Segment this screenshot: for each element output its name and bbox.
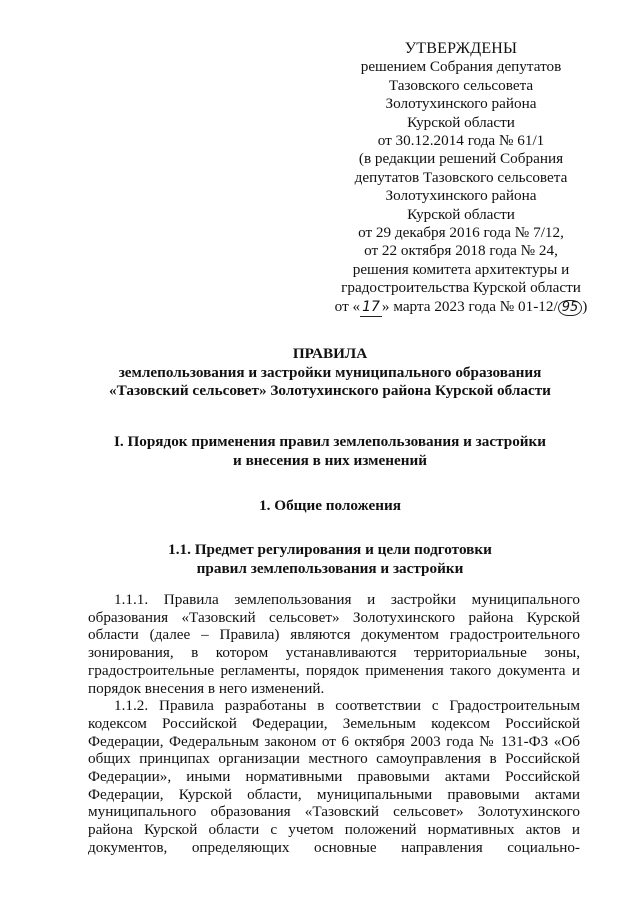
paragraph-line: общих принципах организации местного самоуправления в Российской	[88, 750, 580, 768]
approval-line: от 29 декабря 2016 года № 7/12,	[358, 224, 564, 242]
paragraph-line: образования «Тазовский сельсовет» Золотухинского района Курской	[88, 608, 580, 626]
paragraph-line: порядок внесения в него изменений.	[88, 679, 325, 697]
section-heading-line: и внесения в них изменений	[233, 451, 427, 469]
approval-line: решения комитета архитектуры и	[352, 260, 570, 278]
approval-line: Тазовского сельсовета	[388, 76, 534, 94]
paragraph-line: области (далее – Правила) являются документом градостроительного	[88, 626, 580, 644]
section-heading-line: I. Порядок применения правил землепользования и застройки	[113, 433, 547, 450]
approval-line: (в редакции решений Собрания	[358, 150, 564, 168]
paragraph-line: Федерации, Федеральным законом от 6 октября 2003 года № 131-ФЗ «Об	[88, 732, 580, 750]
paragraph-line: района Курской области с учетом положений нормативных актов и	[88, 821, 580, 839]
approval-stamp-block	[300, 40, 622, 317]
section-heading	[60, 433, 600, 470]
clause-heading-line: правил землепользования и застройки	[196, 559, 464, 577]
approval-date-middle: » марта 2023 года № 01-12/	[381, 297, 558, 315]
title-line: землепользования и застройки муниципального образования	[118, 363, 542, 381]
paragraph-line: муниципального образования «Тазовский сельсовет» Золотухинского	[88, 803, 580, 821]
paragraph-line: градостроительные регламенты, порядок применения такого документа и	[88, 661, 580, 679]
paragraph-line: Федерации, Курской области, муниципальными правовыми актами	[88, 785, 580, 803]
approval-line: от 30.12.2014 года № 61/1	[377, 132, 545, 150]
paragraph-line: документов, определяющих основные направления социально-	[88, 838, 580, 856]
approval-heading: УТВЕРЖДЕНЫ	[404, 40, 518, 57]
paragraph-1-1-2	[88, 697, 580, 856]
document-title	[60, 345, 600, 401]
approval-line: депутатов Тазовского сельсовета	[354, 168, 568, 186]
approval-line: градостроительства Курской области	[341, 279, 581, 297]
approval-line: Курской области	[407, 205, 515, 223]
approval-date-prefix: от «	[334, 297, 361, 315]
paragraph-line: Федерации», иными нормативными правовыми актами Российской	[88, 768, 580, 786]
handwritten-number: 95	[558, 300, 583, 316]
approval-date-line	[300, 298, 622, 317]
paragraph-line: 1.1.2. Правила разработаны в соответствии с Градостроительным	[114, 697, 580, 715]
approval-line: Золотухинского района	[385, 187, 537, 205]
title-heading: ПРАВИЛА	[292, 345, 368, 362]
approval-date-suffix: )	[582, 297, 588, 315]
subsection-heading-line: 1. Общие положения	[259, 497, 401, 514]
approval-line: от 22 октября 2018 года № 24,	[364, 242, 558, 260]
paragraph-line: 1.1.1. Правила землепользования и застройки муниципального	[114, 591, 580, 608]
approval-line: Курской области	[407, 113, 515, 131]
handwritten-day: 17	[360, 298, 382, 317]
paragraph-line: кодексом Российской Федерации, Земельным кодексом Российской	[88, 714, 580, 732]
paragraph-1-1-1	[88, 591, 580, 697]
approval-line: Золотухинского района	[385, 95, 537, 113]
paragraph-line: зонирования, в котором устанавливаются территориальные зоны,	[88, 644, 580, 662]
body-text	[88, 591, 580, 857]
clause-heading	[60, 541, 600, 578]
subsection-heading	[60, 497, 600, 516]
title-line: «Тазовский сельсовет» Золотухинского района Курской области	[109, 382, 551, 400]
clause-heading-line: 1.1. Предмет регулирования и цели подготовки	[168, 541, 492, 558]
approval-line: решением Собрания депутатов	[360, 58, 562, 76]
